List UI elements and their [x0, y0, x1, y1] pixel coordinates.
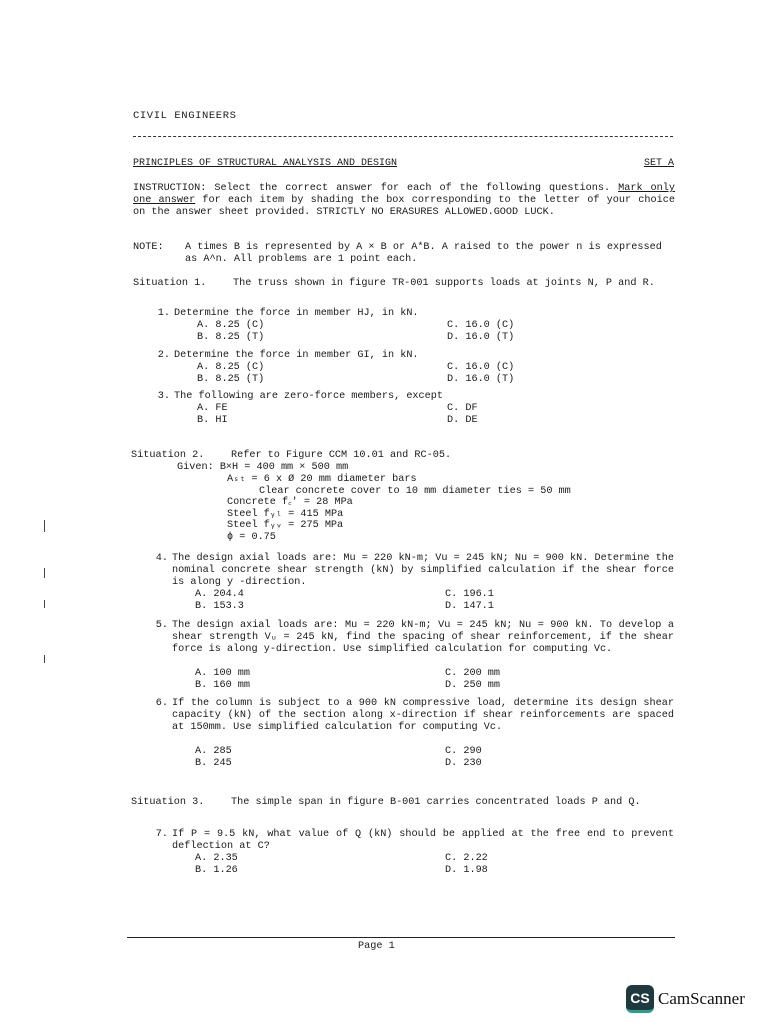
scan-mark	[44, 520, 45, 532]
situation-label: Situation 3.	[131, 797, 205, 808]
subject-row	[133, 158, 674, 170]
footer-divider	[127, 937, 675, 938]
question-3	[145, 391, 650, 403]
choice-a: A. 285	[195, 746, 232, 757]
situation-2	[131, 450, 676, 462]
camscanner-text: CamScanner	[658, 989, 745, 1008]
scan-mark	[44, 600, 45, 608]
choice-d: D. DE	[447, 415, 478, 426]
note-label: NOTE:	[133, 242, 164, 253]
choices-6	[195, 746, 545, 770]
choice-c: C. 200 mm	[445, 668, 501, 679]
choice-b: B. 1.26	[195, 865, 238, 876]
page-number: Page 1	[358, 941, 395, 952]
note-text: A times B is represented by A × B or A*B. A raised to the power n is expressed as A^n. All problems are 1 point each.	[185, 242, 662, 265]
situation-1	[133, 278, 678, 290]
question-2	[145, 350, 650, 362]
choice-b: B. 8.25 (T)	[197, 374, 265, 385]
given-header	[177, 462, 348, 474]
given-line: Steel fᵧₗ = 415 MPa	[227, 508, 344, 520]
question-7	[143, 829, 674, 853]
question-number: 7.	[155, 829, 168, 840]
choice-c: C. 196.1	[445, 589, 494, 600]
situation-text: The simple span in figure B-001 carries concentrated loads P and Q.	[231, 797, 641, 808]
choice-b: B. 245	[195, 758, 232, 769]
choice-a: A. FE	[197, 403, 228, 414]
given-line: Clear concrete cover to 10 mm diameter ties = 50 mm	[259, 485, 571, 497]
given-list	[227, 474, 571, 544]
instruction-block	[133, 183, 675, 219]
situation-label: Situation 2.	[131, 450, 205, 461]
instruction-text: INSTRUCTION: Select the correct answer for each of the following questions.	[133, 183, 611, 194]
choice-a: A. 2.35	[195, 853, 238, 864]
question-6	[143, 698, 674, 734]
question-number: 2.	[157, 350, 170, 361]
question-5	[143, 620, 674, 656]
choice-d: D. 230	[445, 758, 482, 769]
given-line: Aₛₜ = 6 x Ø 20 mm diameter bars	[227, 474, 417, 485]
choices-7	[195, 853, 545, 877]
choice-c: C. 2.22	[445, 853, 488, 864]
question-text: If P = 9.5 kN, what value of Q (kN) should be applied at the free end to prevent deflection at C?	[172, 829, 674, 852]
choice-b: B. HI	[197, 415, 228, 426]
choice-d: D. 16.0 (T)	[447, 374, 515, 385]
instruction-text-cont: for each item by shading the box corresponding to the letter of your choice on the answer sheet provided. STRICTLY NO ERASURES ALLOWED.GOOD LUCK.	[133, 195, 675, 218]
choice-c: C. 290	[445, 746, 482, 757]
choice-a: A. 8.25 (C)	[197, 320, 265, 331]
choices-2	[197, 362, 547, 386]
choices-4	[195, 589, 545, 613]
choice-b: B. 160 mm	[195, 680, 251, 691]
set-label: SET A	[643, 158, 674, 169]
question-1	[145, 308, 650, 320]
choice-b: B. 153.3	[195, 601, 244, 612]
choice-c: C. DF	[447, 403, 478, 414]
question-text: The design axial loads are: Mu = 220 kN-m; Vu = 245 kN; Nu = 900 kN. To develop a shear strength Vᵤ = 245 kN, find the spacing of shear reinforcement, if the shear force is along y-direction. Use simplified calculation for computing Vc.	[172, 620, 674, 655]
choice-b: B. 8.25 (T)	[197, 332, 265, 343]
choice-a: A. 204.4	[195, 589, 244, 600]
camscanner-logo-icon: CS	[626, 985, 654, 1013]
choice-d: D. 250 mm	[445, 680, 501, 691]
instruction-emphasis: Mark only one answer	[133, 183, 675, 206]
question-4	[143, 553, 674, 589]
question-text: If the column is subject to a 900 kN compressive load, determine its design shear capacity (kN) of the section along x-direction if shear reinforcements are spaced at 150mm. Use simplified calculation for computing Vc.	[172, 698, 674, 733]
question-text: The design axial loads are: Mu = 220 kN-m; Vu = 245 kN; Nu = 900 kN. Determine the nominal concrete shear strength (kN) by simplified calculation if the shear force is along y -direction.	[172, 553, 674, 588]
situation-label: Situation 1.	[133, 278, 207, 289]
exam-header: CIVIL ENGINEERS	[133, 110, 237, 122]
given-label: Given:	[177, 462, 214, 473]
given-line: Concrete f꜀' = 28 MPa	[227, 497, 353, 509]
situation-3	[131, 797, 676, 809]
scan-mark	[44, 568, 45, 578]
choice-a: A. 8.25 (C)	[197, 362, 265, 373]
given-dimensions: B×H = 400 mm × 500 mm	[219, 462, 349, 473]
choice-d: D. 1.98	[445, 865, 488, 876]
question-number: 6.	[155, 698, 168, 709]
choices-5	[195, 668, 545, 692]
choice-d: D. 147.1	[445, 601, 494, 612]
question-text: Determine the force in member HJ, in kN.	[174, 308, 419, 319]
choice-a: A. 100 mm	[195, 668, 251, 679]
question-number: 1.	[157, 308, 170, 319]
choices-1	[197, 320, 547, 344]
choice-c: C. 16.0 (C)	[447, 320, 515, 331]
choice-d: D. 16.0 (T)	[447, 332, 515, 343]
note-block	[133, 242, 675, 266]
situation-text: The truss shown in figure TR-001 supports loads at joints N, P and R.	[233, 278, 655, 289]
camscanner-watermark	[626, 985, 745, 1013]
question-text: Determine the force in member GI, in kN.	[174, 350, 419, 361]
subject-title: PRINCIPLES OF STRUCTURAL ANALYSIS AND DESIGN	[133, 158, 398, 169]
scan-mark	[44, 655, 45, 663]
choice-c: C. 16.0 (C)	[447, 362, 515, 373]
question-number: 5.	[155, 620, 168, 631]
question-number: 4.	[155, 553, 168, 564]
given-line: Steel fᵧᵥ = 275 MPa	[227, 520, 344, 532]
situation-text: Refer to Figure CCM 10.01 and RC-05.	[231, 450, 452, 461]
dashed-divider	[133, 136, 673, 137]
question-text: The following are zero-force members, except	[174, 391, 443, 402]
given-line: ϕ = 0.75	[227, 531, 276, 543]
choices-3	[197, 403, 547, 427]
question-number: 3.	[157, 391, 170, 402]
